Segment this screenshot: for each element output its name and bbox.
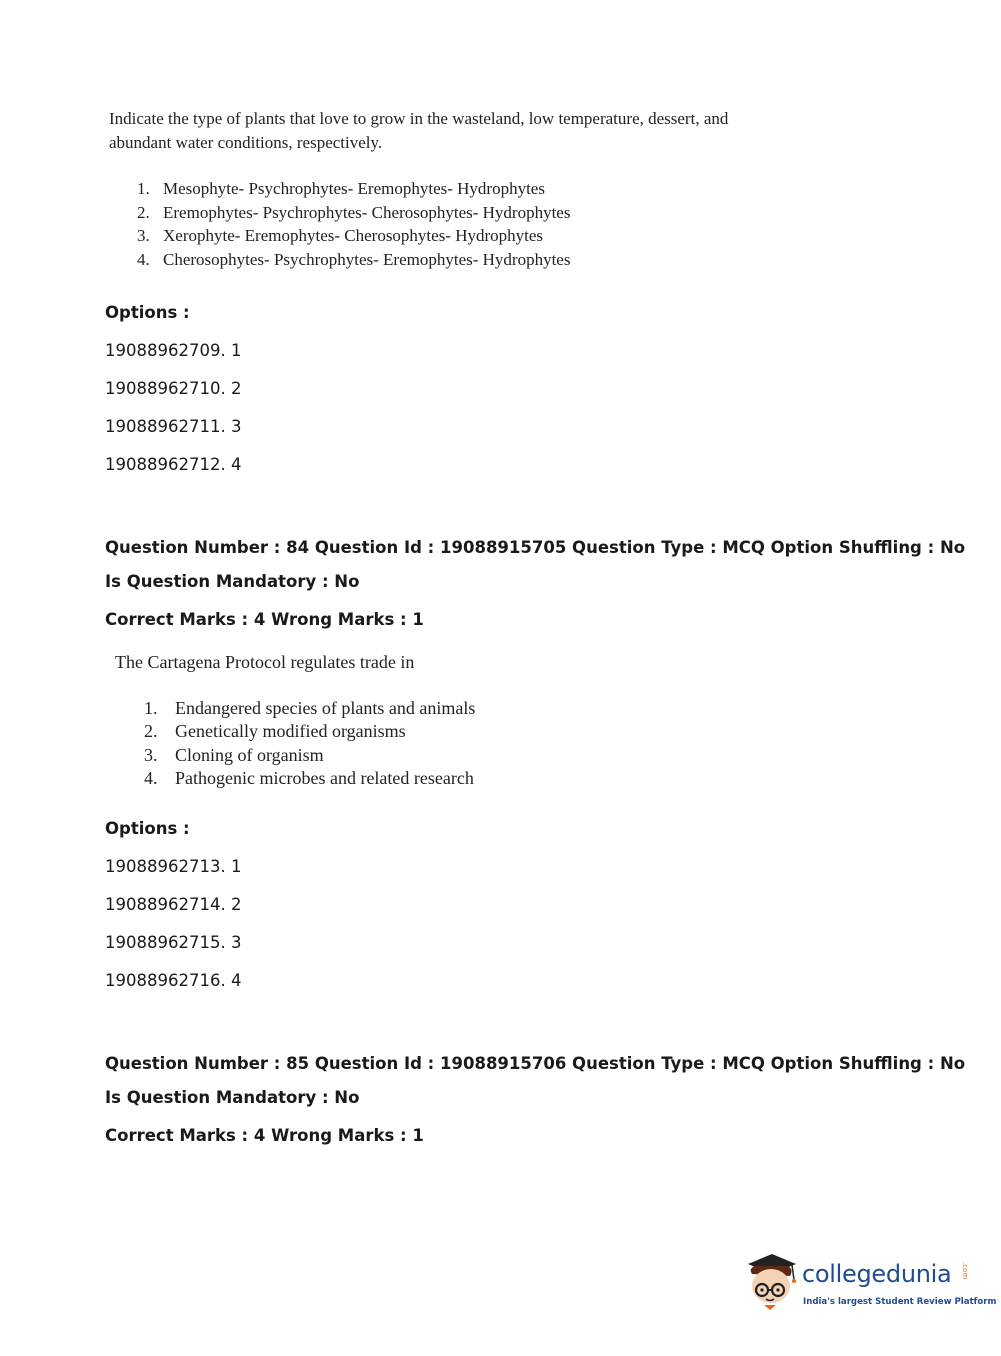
options-label: Options : (105, 303, 190, 322)
option-item: 19088962710. 2 (105, 379, 242, 398)
question-mandatory: Is Question Mandatory : No (105, 1088, 360, 1107)
choice-item: 2. Genetically modified organisms (144, 721, 406, 742)
choice-item: 1. Mesophyte- Psychrophytes- Eremophytes- Hydrophytes (137, 179, 545, 198)
question-1-stem: Indicate the type of plants that love to grow in the wasteland, low temperature, dessert, and abundant water conditions, respectively. (109, 109, 729, 152)
collegedunia-logo (742, 1248, 997, 1318)
option-item: 19088962709. 1 (105, 341, 242, 360)
logo-tagline: India's largest Student Review Platform (803, 1297, 997, 1307)
choice-item: 1. Endangered species of plants and animals (144, 698, 476, 718)
question-2-stem: The Cartagena Protocol regulates trade in (115, 652, 415, 672)
choice-item: 2. Eremophytes- Psychrophytes- Cherosophytes- Hydrophytes (137, 202, 571, 222)
choice-item: 3. Cloning of organism (144, 744, 324, 765)
question-header: Question Number : 85 Question Id : 19088915706 Question Type : MCQ Option Shuffling : No (105, 1054, 966, 1073)
option-item: 19088962712. 4 (105, 455, 242, 474)
question-header: Question Number : 84 Question Id : 19088915705 Question Type : MCQ Option Shuffling : No (105, 538, 966, 557)
option-item: 19088962714. 2 (105, 895, 242, 914)
mascot-icon (742, 1250, 798, 1310)
option-item: 19088962713. 1 (105, 857, 242, 876)
question-marks: Correct Marks : 4 Wrong Marks : 1 (105, 610, 424, 629)
choice-item: 4. Cherosophytes- Psychrophytes- Eremophytes- Hydrophytes (137, 249, 571, 269)
choice-item: 3. Xerophyte- Eremophytes- Cherosophytes- Hydrophytes (137, 226, 544, 245)
option-item: 19088962711. 3 (105, 417, 242, 436)
option-item: 19088962716. 4 (105, 971, 242, 990)
options-label: Options : (105, 819, 190, 838)
choice-item: 4. Pathogenic microbes and related research (144, 767, 474, 788)
question-mandatory: Is Question Mandatory : No (105, 572, 360, 591)
logo-suffix: .com (961, 1262, 969, 1280)
logo-wordmark: collegedunia (802, 1260, 952, 1288)
option-item: 19088962715. 3 (105, 933, 242, 952)
question-1-choices (137, 177, 570, 271)
question-2-choices (144, 697, 475, 790)
question-marks: Correct Marks : 4 Wrong Marks : 1 (105, 1126, 424, 1145)
